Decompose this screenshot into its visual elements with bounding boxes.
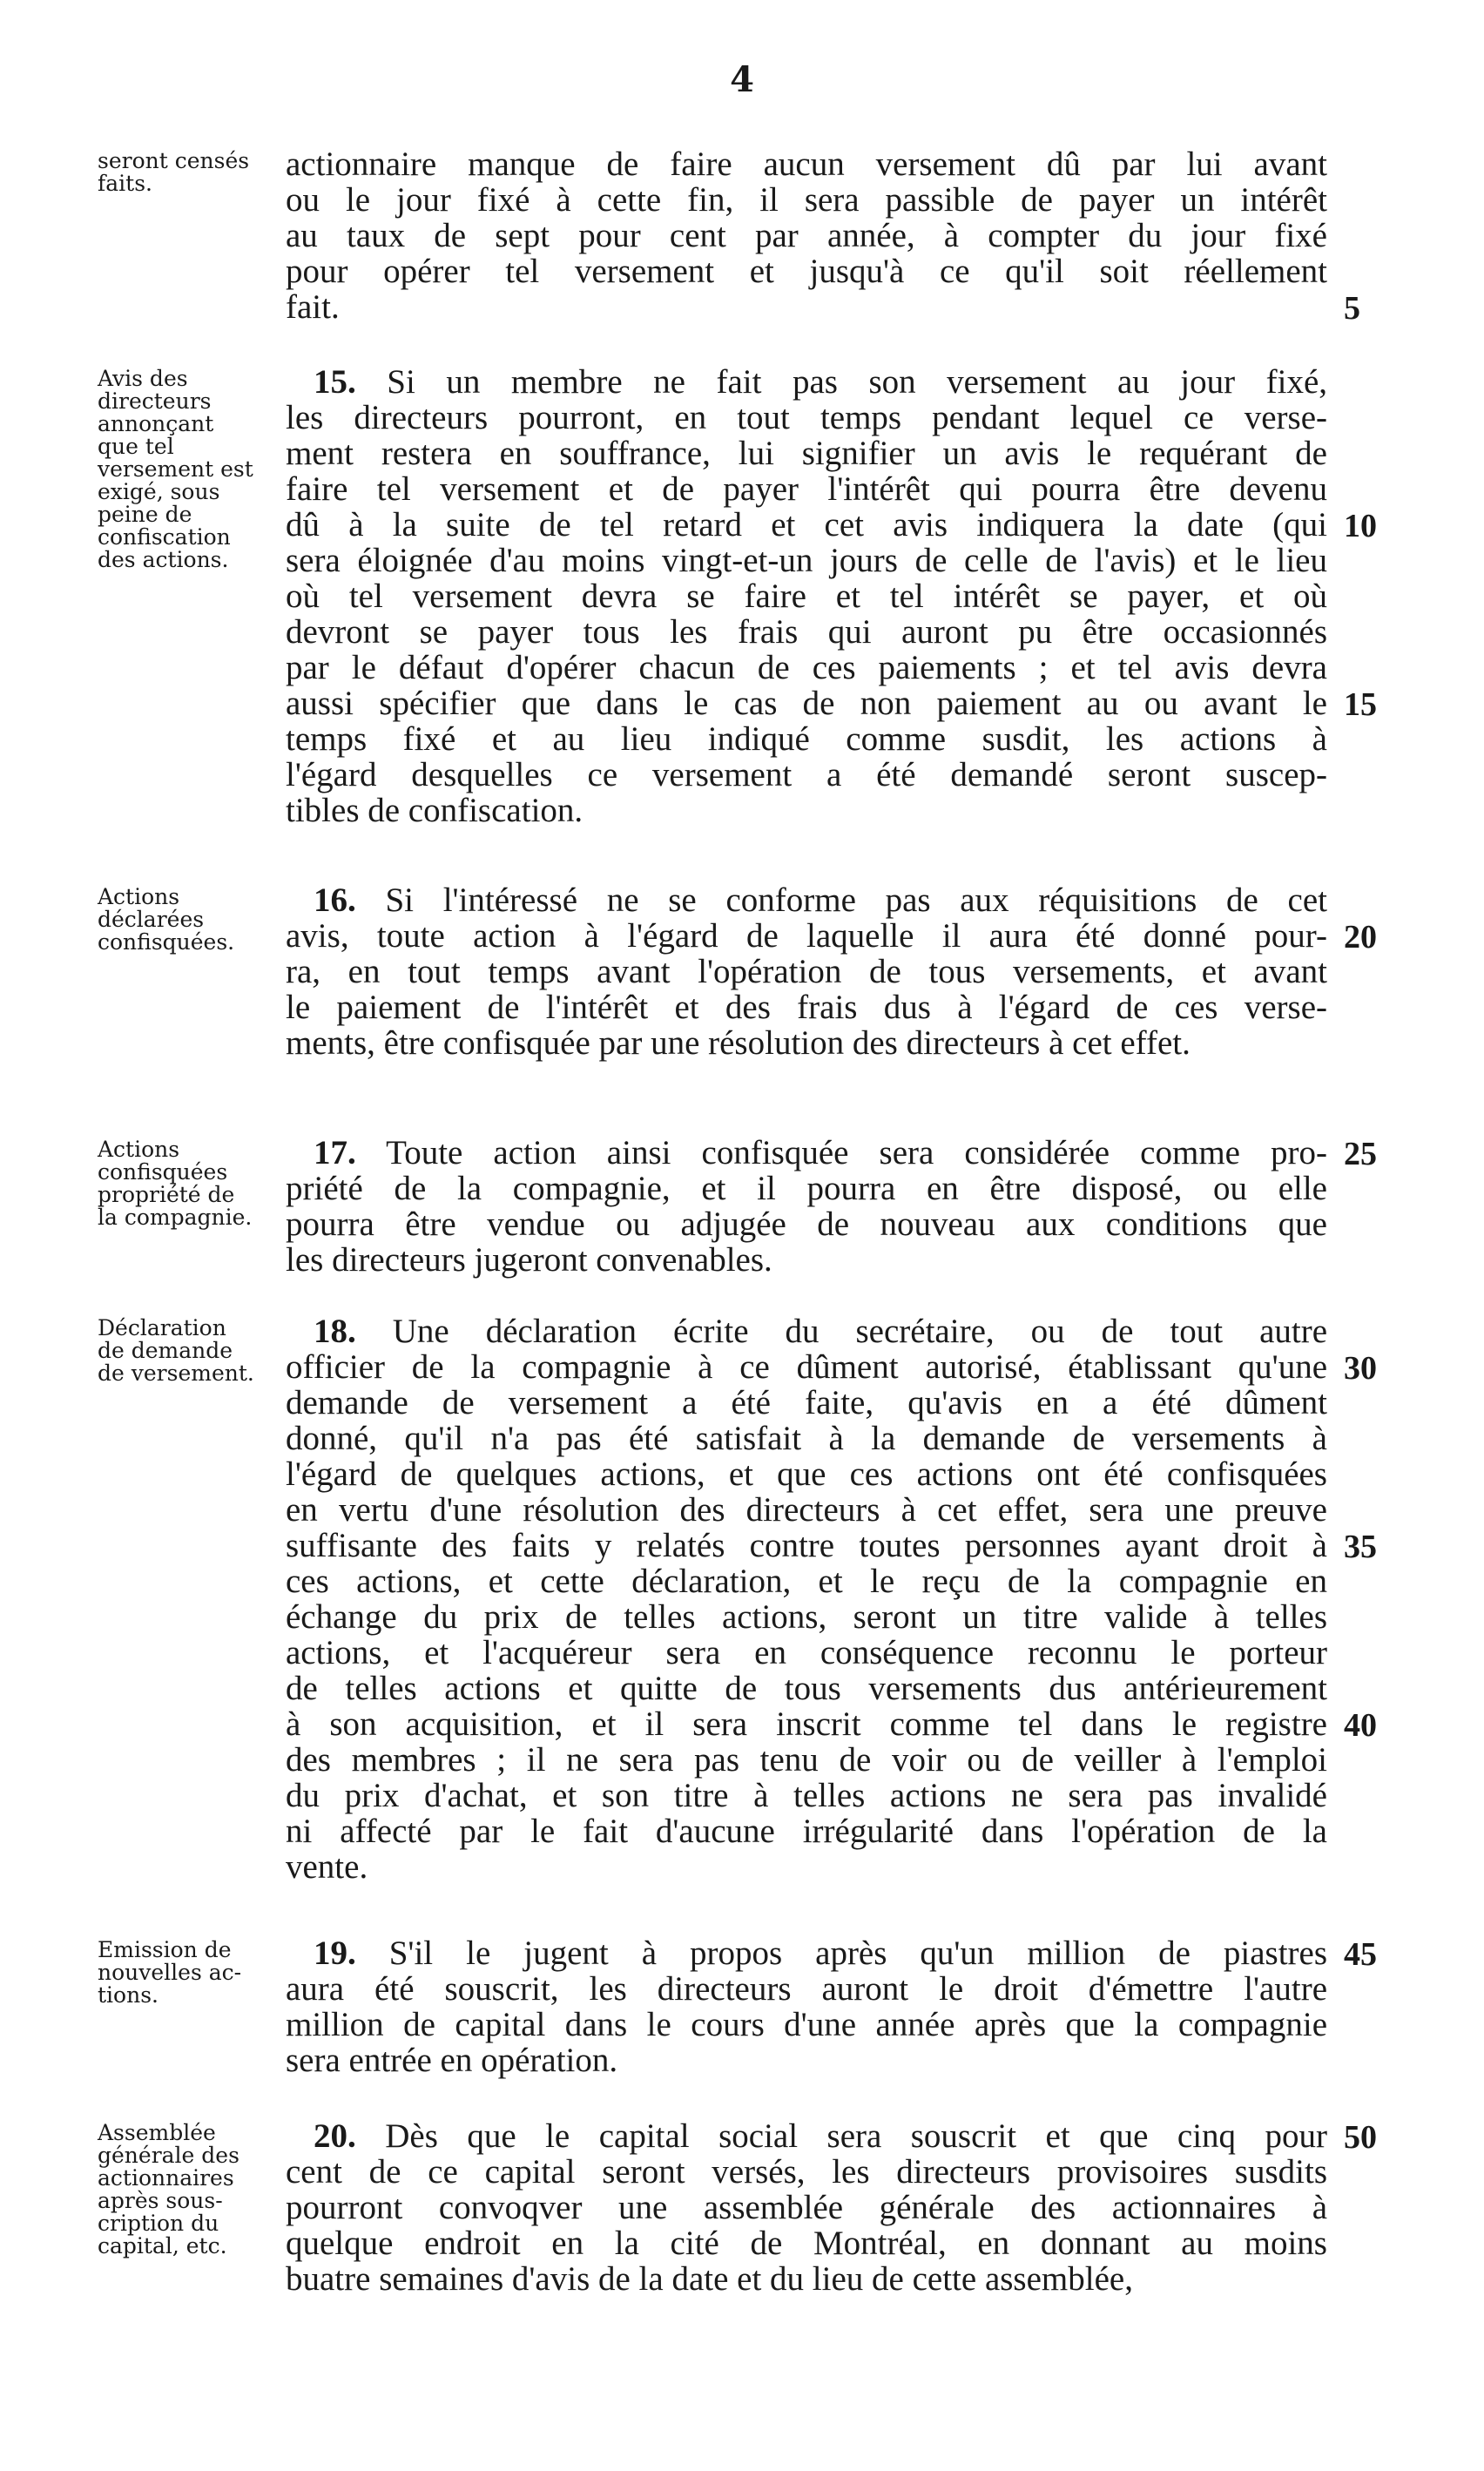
margin-note-line: générale des — [98, 2143, 239, 2168]
text-line: en vertu d'une résolution des directeurs à cet effet, sera une preuve — [286, 1491, 1327, 1529]
text-line: devront se payer tous les frais qui auront pu être occasionnés — [286, 613, 1327, 651]
margin-note-line: des actions. — [98, 547, 229, 572]
line-number: 15 — [1344, 686, 1377, 723]
margin-note-line: propriété de — [98, 1182, 235, 1207]
text-line: à son acquisition, et il sera inscrit comme tel dans le registre — [286, 1705, 1327, 1743]
section-body — [286, 2118, 1327, 2297]
text-line: tibles de confiscation. — [286, 792, 583, 829]
margin-note-line: peine de — [98, 502, 192, 527]
margin-note-line: confisquées. — [98, 929, 235, 955]
text-line: ni affecté par le fait d'aucune irrégularité dans l'opération de la — [286, 1813, 1327, 1850]
text-line: sera éloignée d'au moins vingt-et-un jours de celle de l'avis) et le lieu — [286, 542, 1327, 579]
text-line-content: Toute action ainsi confisquée sera considérée comme pro- — [386, 1134, 1328, 1171]
margin-note — [98, 886, 280, 954]
text-line: avis, toute action à l'égard de laquelle il aura été donné pour- — [286, 917, 1327, 955]
text-line: pourront convoqver une assemblée générale des actionnaires à — [286, 2189, 1327, 2226]
margin-note-line: Assemblée — [98, 2120, 216, 2145]
text-line: l'égard de quelques actions, et que ces actions ont été confisquées — [286, 1455, 1327, 1493]
line-number: 30 — [1344, 1350, 1377, 1387]
margin-note-line: versement est — [98, 456, 253, 482]
text-line: buatre semaines d'avis de la date et du lieu de cette assemblée, — [286, 2260, 1133, 2298]
text-line: l'égard desquelles ce versement a été demandé seront suscep- — [286, 756, 1327, 793]
text-line — [286, 364, 1327, 400]
margin-note-line: capital, etc. — [98, 2233, 227, 2258]
margin-note-line: après sous- — [98, 2188, 223, 2213]
line-number: 40 — [1344, 1707, 1377, 1744]
text-line: pourra être vendue ou adjugée de nouveau aux conditions que — [286, 1205, 1327, 1243]
text-line: ment restera en souffrance, lui signifier un avis le requérant de — [286, 435, 1327, 472]
margin-note-line: cription du — [98, 2211, 219, 2236]
text-line-content: Dès que le capital social sera souscrit et que cinq pour — [385, 2117, 1328, 2155]
margin-note-line: directeurs — [98, 388, 212, 414]
text-line: officier de la compagnie à ce dûment autorisé, établissant qu'une — [286, 1348, 1327, 1386]
margin-note-line: de versement. — [98, 1360, 254, 1386]
text-line-content: Si un membre ne fait pas son versement au jour fixé, — [387, 363, 1328, 401]
section-body — [286, 364, 1327, 828]
text-line: échange du prix de telles actions, seront un titre valide à telles — [286, 1598, 1327, 1636]
line-number: 25 — [1344, 1136, 1377, 1172]
text-line: de telles actions et quitte de tous versements dus antérieurement — [286, 1670, 1327, 1707]
line-number: 5 — [1344, 290, 1360, 327]
margin-note-line: exigé, sous — [98, 479, 220, 504]
section-body — [286, 1935, 1327, 2078]
text-line: les directeurs pourront, en tout temps pendant lequel ce verse- — [286, 399, 1327, 436]
margin-note-line: seront censés — [98, 148, 250, 173]
margin-note-line: annonçant — [98, 411, 214, 436]
margin-note — [98, 1939, 280, 2007]
text-line: temps fixé et au lieu indiqué comme susdit, les actions à — [286, 720, 1327, 758]
text-line: fait. — [286, 288, 340, 326]
section-body — [286, 146, 1327, 325]
text-line: donné, qu'il n'a pas été satisfait à la demande de versements à — [286, 1420, 1327, 1457]
margin-note-line: de demande — [98, 1338, 233, 1363]
text-line: sera entrée en opération. — [286, 2042, 618, 2079]
margin-note-line: la compagnie. — [98, 1205, 253, 1230]
margin-note — [98, 368, 280, 571]
margin-note — [98, 150, 280, 195]
text-line: par le défaut d'opérer chacun de ces paiements ; et tel avis devra — [286, 649, 1327, 686]
text-line: aura été souscrit, les directeurs auront le droit d'émettre l'autre — [286, 1970, 1327, 2008]
section-number: 20. — [314, 2117, 356, 2155]
text-line: des membres ; il ne sera pas tenu de voir ou de veiller à l'emploi — [286, 1741, 1327, 1779]
margin-note-line: Actions — [98, 1137, 180, 1162]
margin-note-line: confisquées — [98, 1159, 228, 1185]
margin-note-line: confiscation — [98, 524, 231, 550]
text-line: actionnaire manque de faire aucun versement dû par lui avant — [286, 145, 1327, 183]
section-body — [286, 882, 1327, 1061]
text-line-content: Une déclaration écrite du secrétaire, ou de tout autre — [392, 1313, 1328, 1350]
margin-note-line: Emission de — [98, 1937, 232, 1962]
text-line: vente. — [286, 1848, 368, 1886]
section-body — [286, 1313, 1327, 1885]
margin-note-line: tions. — [98, 1982, 159, 2008]
line-number: 50 — [1344, 2119, 1377, 2156]
text-line — [286, 1313, 1327, 1349]
margin-note-line: Actions — [98, 884, 180, 909]
margin-note-line: que tel — [98, 434, 174, 459]
margin-note-line: faits. — [98, 171, 152, 196]
text-line: ces actions, et cette déclaration, et le reçu de la compagnie en — [286, 1563, 1327, 1600]
text-line: le paiement de l'intérêt et des frais dus à l'égard de ces verse- — [286, 989, 1327, 1026]
margin-note-line: déclarées — [98, 907, 205, 932]
section-number: 18. — [314, 1313, 356, 1350]
text-line: pour opérer tel versement et jusqu'à ce qu'il soit réellement — [286, 253, 1327, 290]
text-line: actions, et l'acquéreur sera en conséquence reconnu le porteur — [286, 1634, 1327, 1671]
text-line — [286, 2118, 1327, 2154]
text-line: au taux de sept pour cent par année, à compter du jour fixé — [286, 217, 1327, 254]
section-number: 19. — [314, 1934, 356, 1972]
text-line-content: Si l'intéressé ne se conforme pas aux réquisitions de cet — [385, 881, 1327, 919]
text-line: faire tel versement et de payer l'intérêt qui pourra être devenu — [286, 470, 1327, 508]
text-line: les directeurs jugeront convenables. — [286, 1241, 772, 1279]
section-body — [286, 1135, 1327, 1278]
text-line: où tel versement devra se faire et tel intérêt se payer, et où — [286, 577, 1327, 615]
line-number: 10 — [1344, 508, 1377, 544]
margin-note-line: Déclaration — [98, 1315, 226, 1340]
text-line: ments, être confisquée par une résolution des directeurs à cet effet. — [286, 1024, 1191, 1062]
text-line: priété de la compagnie, et il pourra en être disposé, ou elle — [286, 1170, 1327, 1207]
text-line: cent de ce capital seront versés, les directeurs provisoires susdits — [286, 2153, 1327, 2191]
section-number: 17. — [314, 1134, 356, 1171]
text-line: du prix d'achat, et son titre à telles actions ne sera pas invalidé — [286, 1777, 1327, 1814]
section-number: 16. — [314, 881, 356, 919]
margin-note-line: nouvelles ac- — [98, 1960, 242, 1985]
page-number: 4 — [730, 59, 754, 100]
text-line: demande de versement a été faite, qu'avis en a été dûment — [286, 1384, 1327, 1421]
text-line: quelque endroit en la cité de Montréal, en donnant au moins — [286, 2225, 1327, 2262]
margin-note — [98, 1138, 280, 1229]
margin-note-line: Avis des — [98, 366, 188, 391]
text-line: aussi spécifier que dans le cas de non paiement au ou avant le — [286, 685, 1327, 722]
text-line: ra, en tout temps avant l'opération de tous versements, et avant — [286, 953, 1327, 990]
line-number: 45 — [1344, 1936, 1377, 1973]
margin-note — [98, 1317, 280, 1385]
line-number: 20 — [1344, 919, 1377, 955]
margin-note-line: actionnaires — [98, 2165, 234, 2191]
text-line: suffisante des faits y relatés contre toutes personnes ayant droit à — [286, 1527, 1327, 1564]
margin-note — [98, 2122, 280, 2258]
text-line — [286, 1935, 1327, 1971]
line-number: 35 — [1344, 1529, 1377, 1565]
section-number: 15. — [314, 363, 356, 401]
text-line — [286, 882, 1327, 918]
text-line: million de capital dans le cours d'une année après que la compagnie — [286, 2006, 1327, 2043]
text-line: ou le jour fixé à cette fin, il sera passible de payer un intérêt — [286, 181, 1327, 219]
text-line — [286, 1135, 1327, 1171]
text-line-content: S'il le jugent à propos après qu'un million de piastres — [388, 1934, 1328, 1972]
text-line: dû à la suite de tel retard et cet avis indiquera la date (qui — [286, 506, 1327, 543]
